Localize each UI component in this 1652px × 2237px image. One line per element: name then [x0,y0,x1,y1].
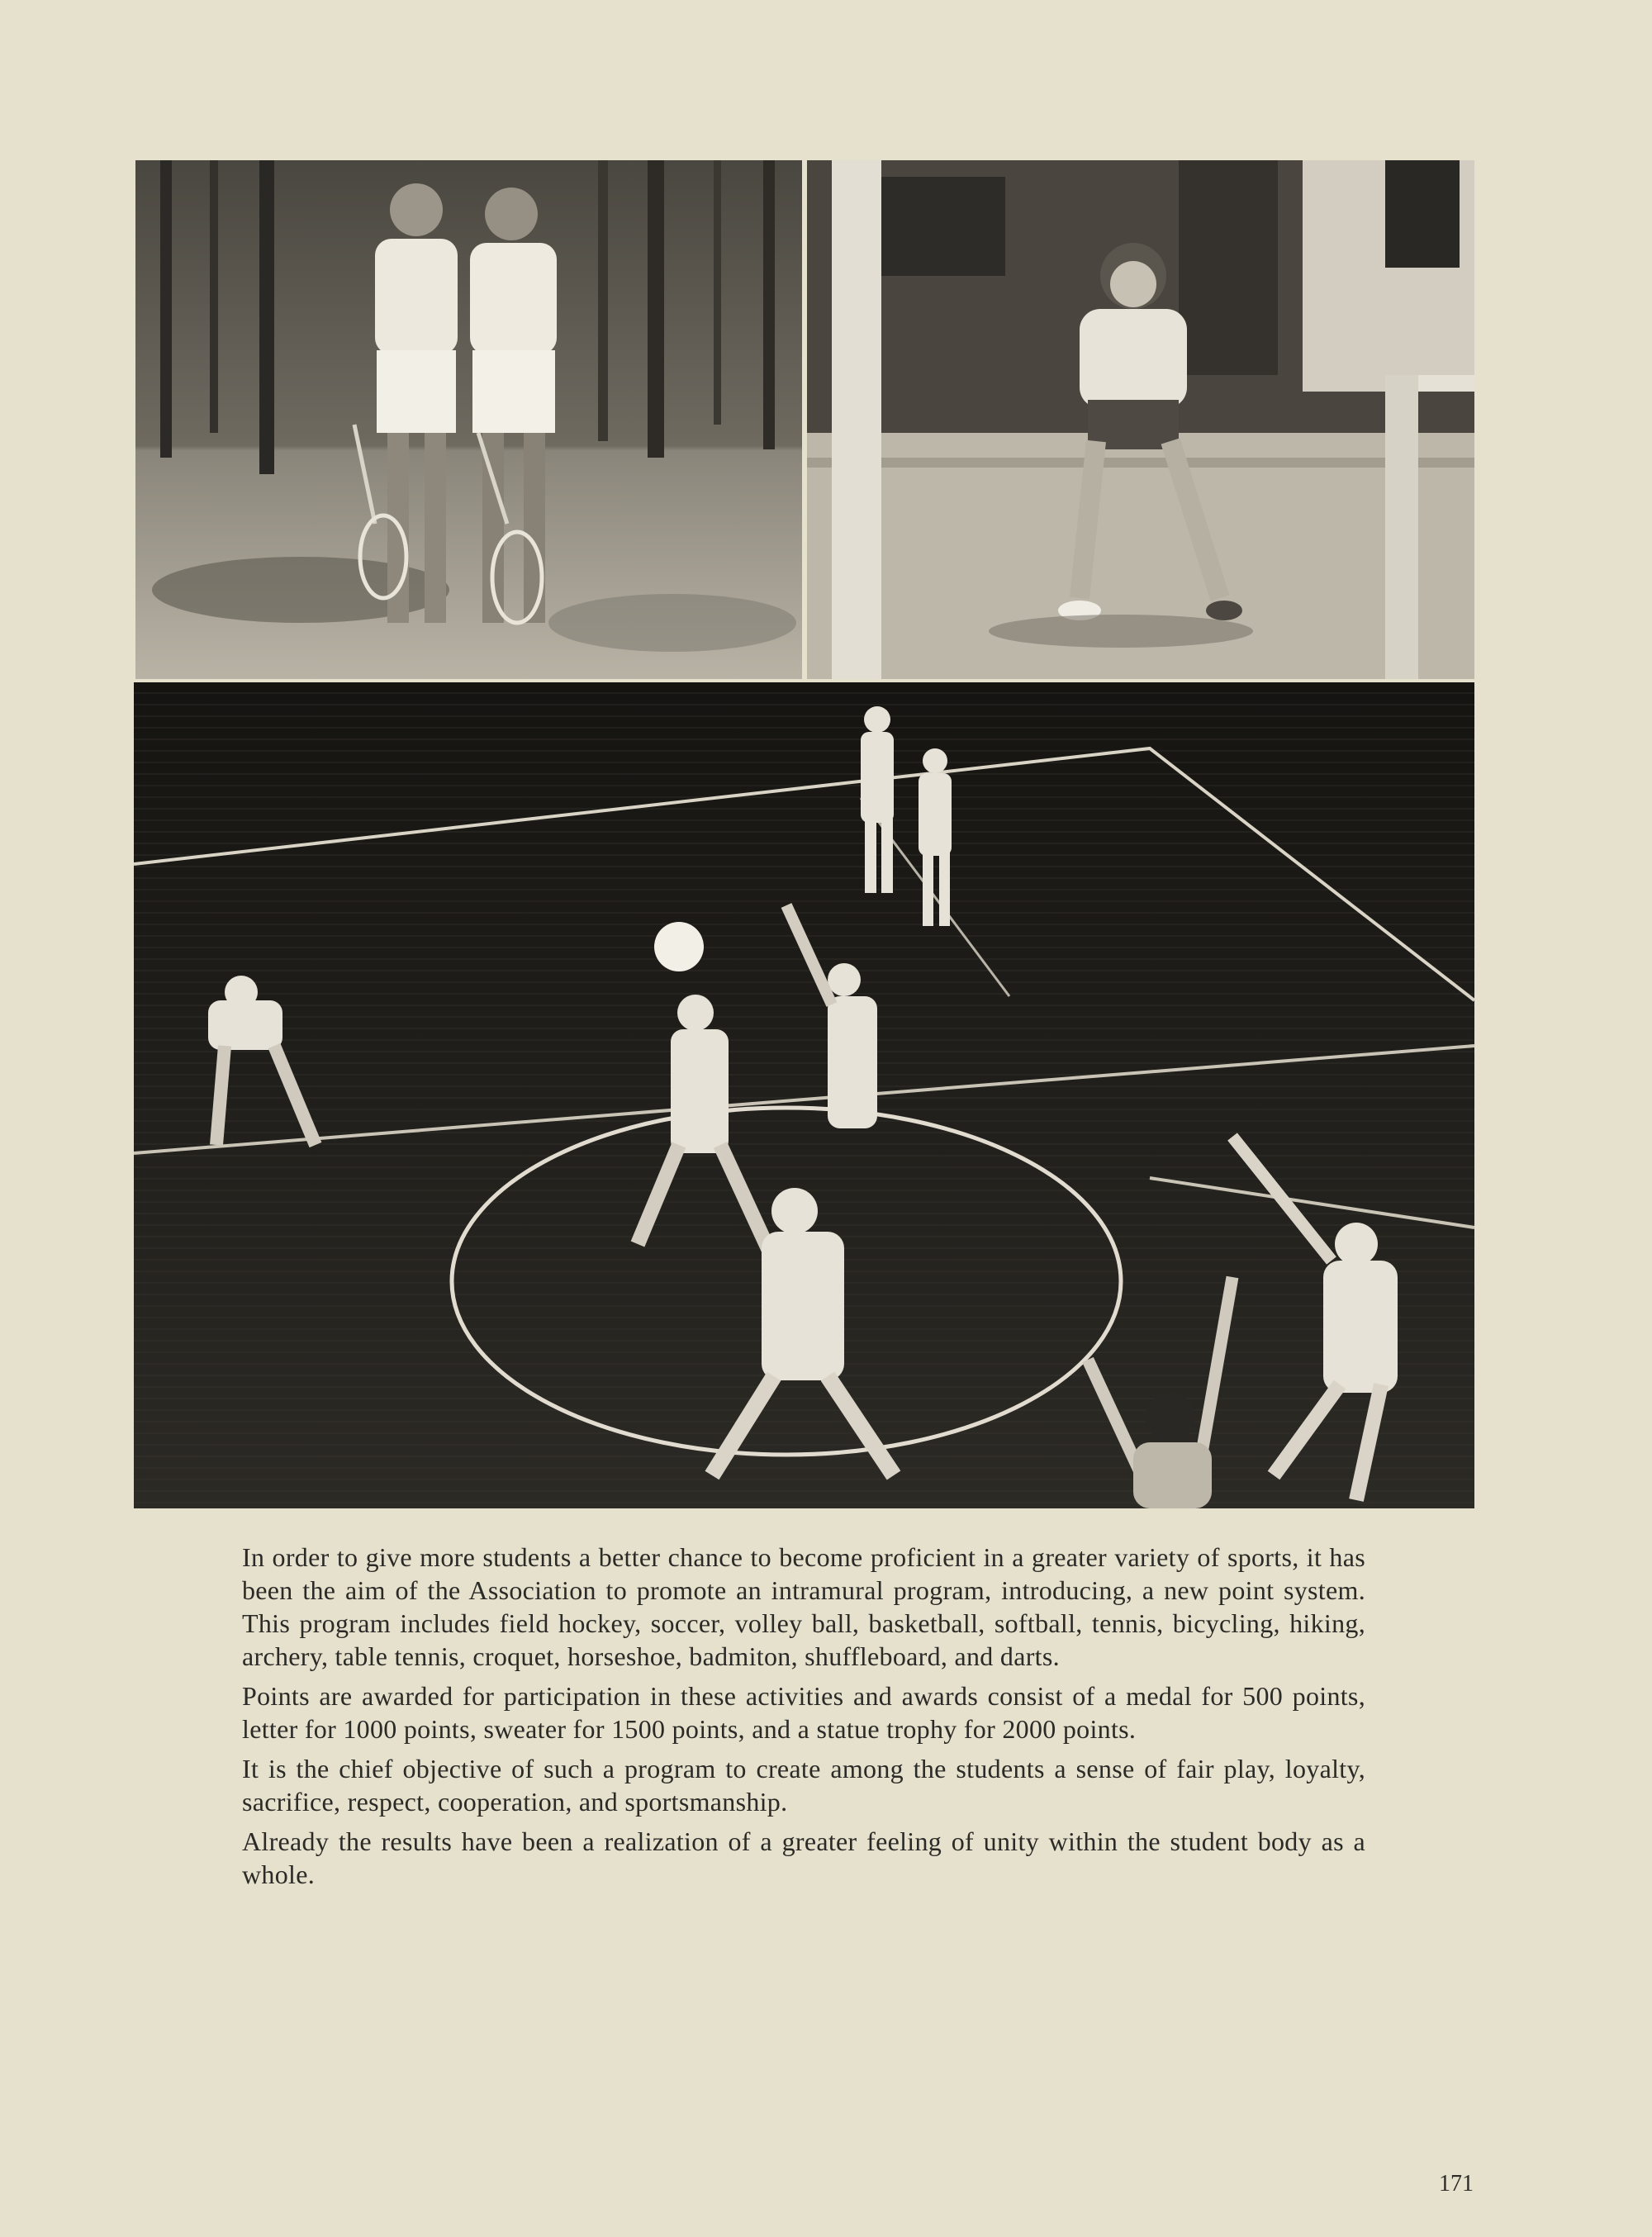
page-number: 171 [1439,2171,1474,2197]
paragraph-objective: It is the chief objective of such a program to create among the students a sense of fair play, loyalty, sacrifice, respect, cooperation, and sportsmanship. [242,1754,1365,1817]
tennis-players-photo [135,160,802,679]
basketball-photo [134,682,1474,1508]
paragraph-intramural-program: In order to give more students a better chance to become proficient in a greater variety of sports, it has been the aim of the Association to promote an intramural program, introducing, a new point system. This program includes field hockey, soccer, volley ball, basketball, softball, tennis, bicycling, hiking, archery, table tennis, croquet, horseshoe, badmiton, shuffleboard, and darts. [242,1542,1365,1671]
paragraph-points-awards: Points are awarded for participation in these activities and awards consist of a medal for 500 points, letter for 1000 points, sweater for 1500 points, and a statue trophy for 2000 points. [242,1681,1365,1744]
paragraph-results: Already the results have been a realization of a greater feeling of unity within the student body as a whole. [242,1826,1365,1889]
porch-photo [807,160,1474,679]
body-text [242,1541,1365,1897]
